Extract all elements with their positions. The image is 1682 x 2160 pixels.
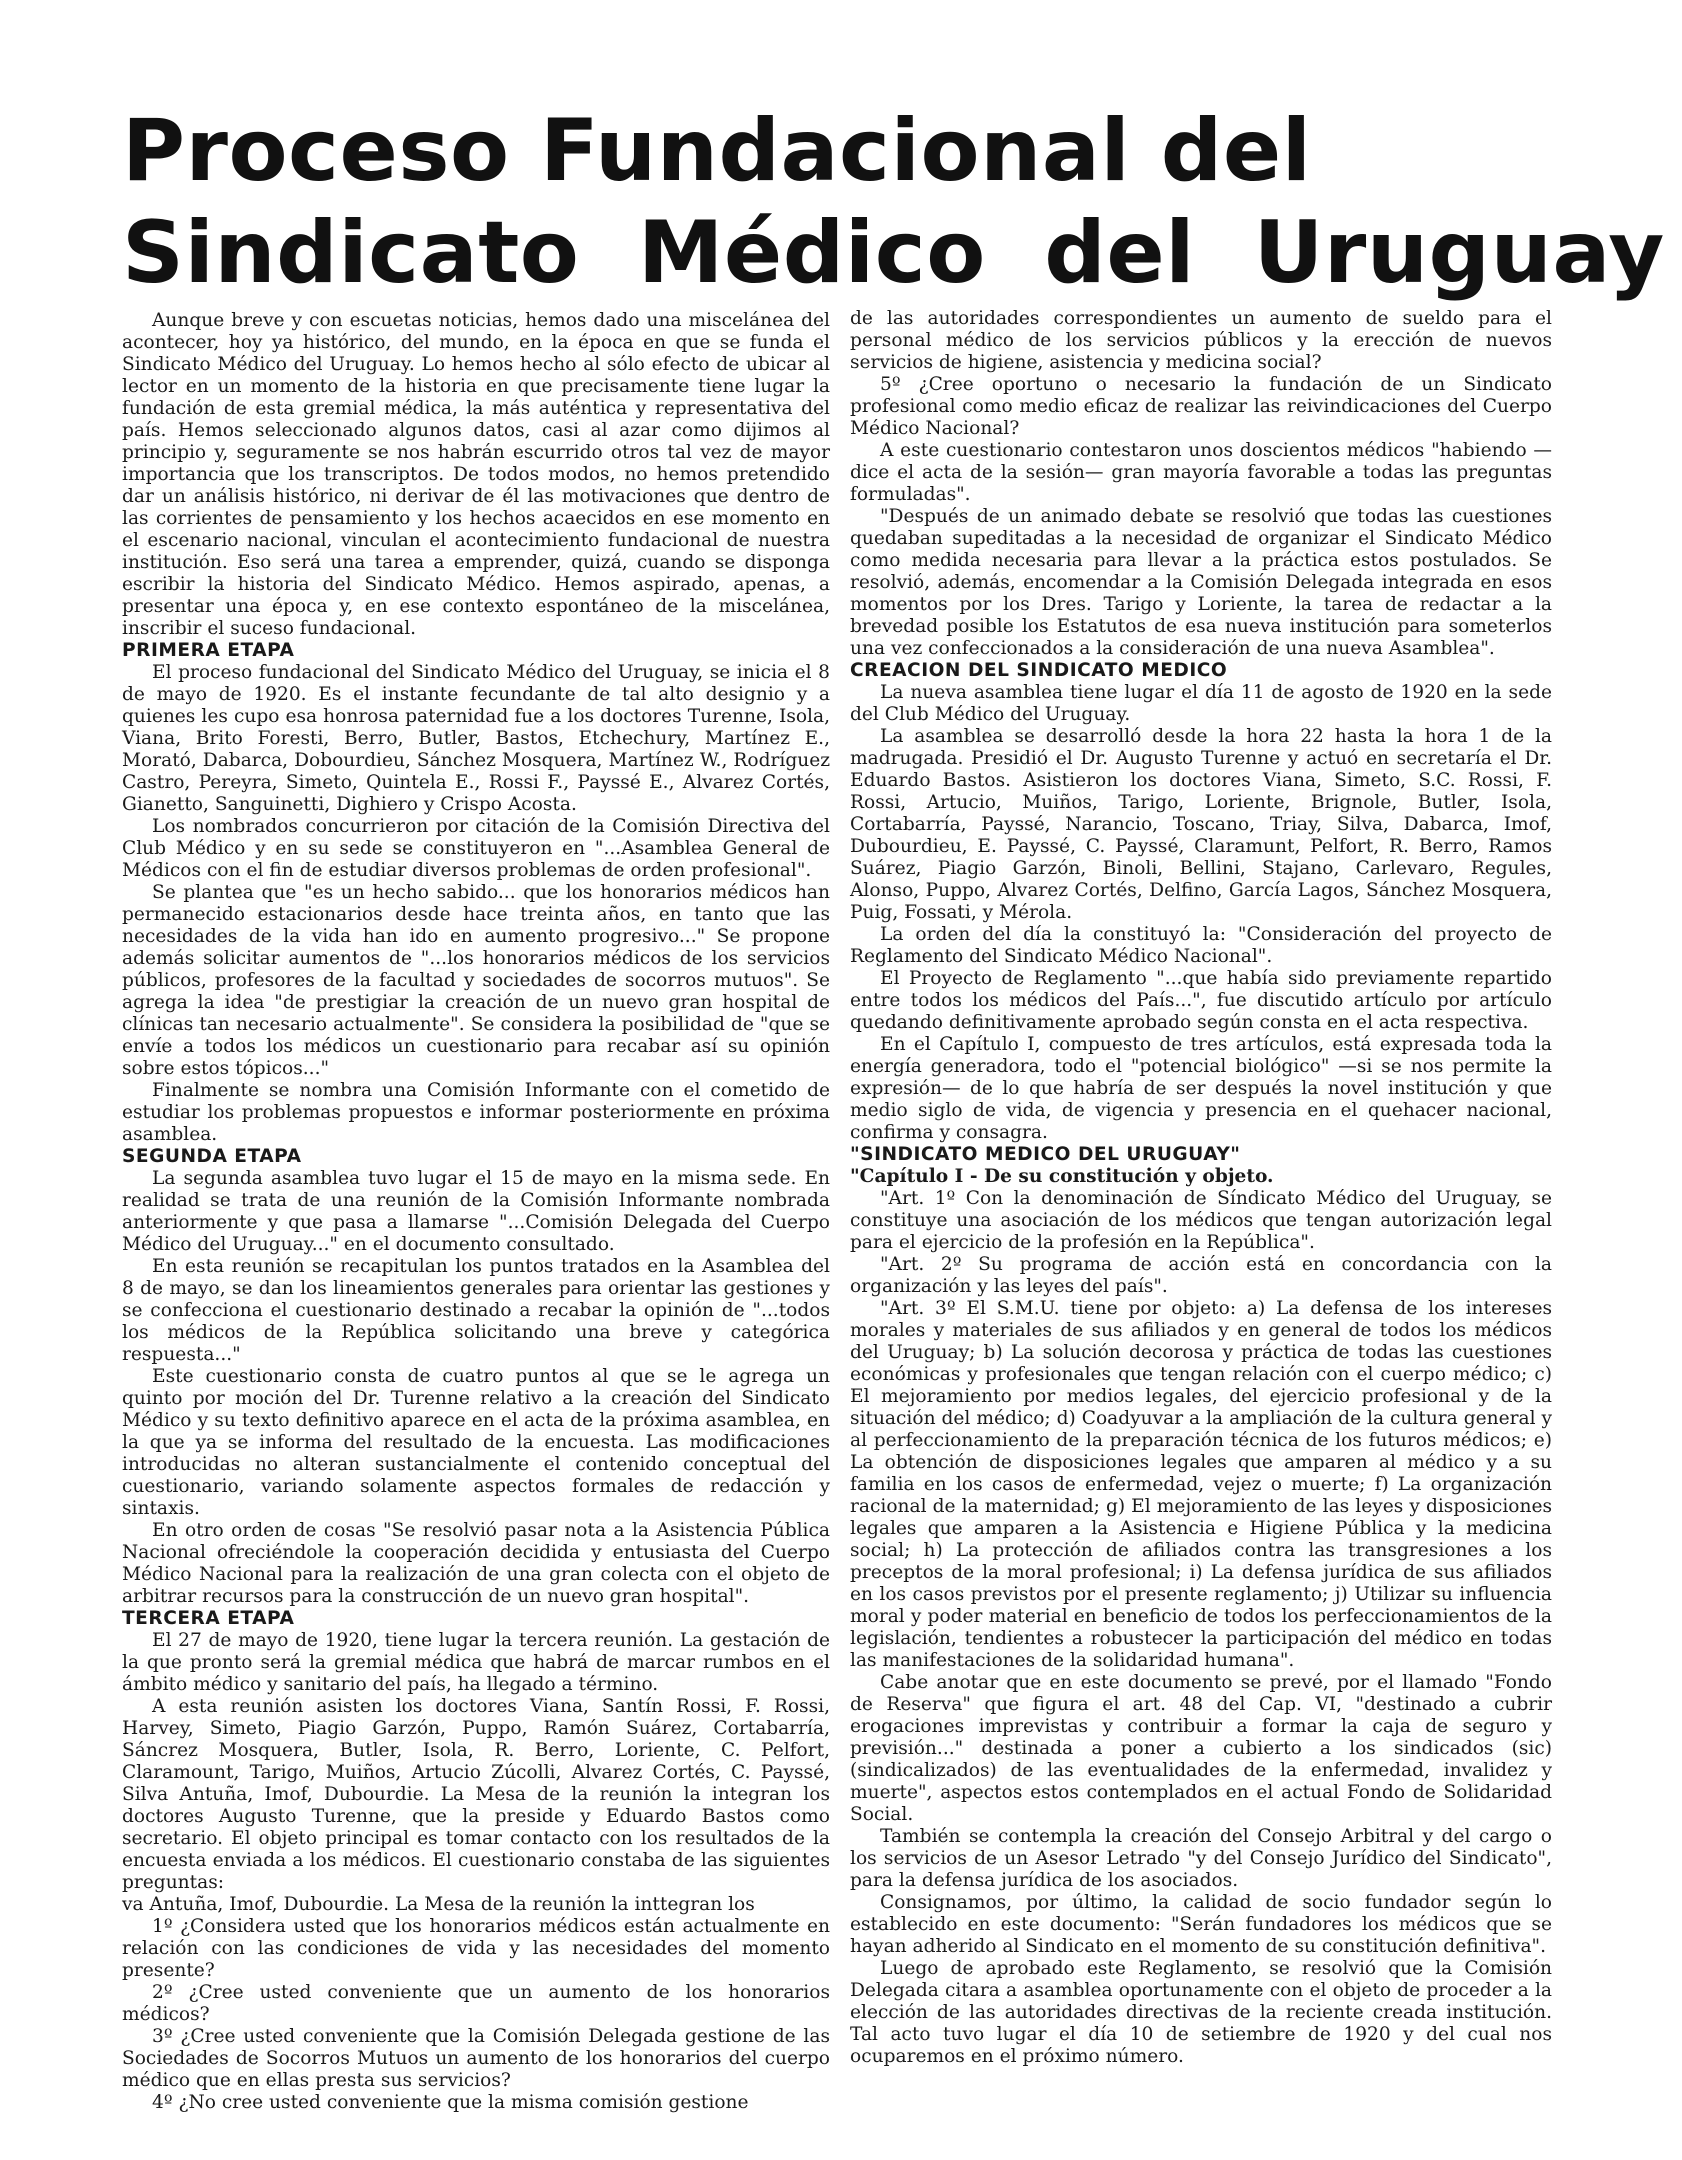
paragraph: El Proyecto de Reglamento "...que había sido previamente repartido entre todos los médicos del País...", fue discutido artículo por artículo quedando definitivamente aprobado según consta en el acta respectiva. (850, 968, 1552, 1033)
paragraph: Se plantea que "es un hecho sabido... que los honorarios médicos han permanecido estacionarios desde hace treinta años, en tanto que las necesidades de la vida han ido en aumento progresivo..." Se propone además solicitar aumentos de "...los honorarios médicos de los servicios públicos, profesores de la facultad y sociedades de socorros mutuos". Se agrega la idea "de prestigiar la creación de un nuevo gran hospital de clínicas tan necesario actualmente". Se considera la posibilidad de "que se envíe a todos los médicos un cuestionario para recabar así su opinión sobre estos tópicos..." (122, 882, 830, 1079)
paragraph: "Después de un animado debate se resolvió que todas las cuestiones quedaban supeditadas a la necesidad de organizar el Sindicato Médico como medida necesaria para llevar a la práctica estos postulados. Se resolvió, además, encomendar a la Comisión Delegada integrada en esos momentos por los Dres. Tarigo y Loriente, la tarea de redactar a la brevedad posible los Estatutos de esa nueva institución para someterlos una vez confeccionados a la consideración de una nueva Asamblea". (850, 506, 1552, 659)
right-column (850, 308, 1552, 2068)
question-item: 3º ¿Cree usted conveniente que la Comisión Delegada gestione de las Sociedades de Socorros Mutuos un aumento de los honorarios del cuerpo médico que en ellas presta sus servicios? (122, 2026, 830, 2091)
section-heading-smu: "SINDICATO MEDICO DEL URUGUAY" (850, 1144, 1241, 1165)
paragraph: El 27 de mayo de 1920, tiene lugar la tercera reunión. La gestación de la que pronto será la gremial médica que habrá de marcar rumbos en el ámbito médico y sanitario del país, ha llegado a término. (122, 1630, 830, 1695)
paragraph: Luego de aprobado este Reglamento, se resolvió que la Comisión Delegada citara a asamblea oportunamente con el objeto de proceder a la elección de las autoridades directivas de la reciente creada institución. Tal acto tuvo lugar el día 10 de setiembre de 1920 y del cual nos ocuparemos en el próximo número. (850, 1958, 1552, 2067)
title-line-2: Sindicato Médico del Uruguay (122, 203, 1665, 303)
article-title (122, 100, 1665, 304)
paragraph: El proceso fundacional del Sindicato Médico del Uruguay, se inicia el 8 de mayo de 1920. Es el instante fecundante de tal alto designio y a quienes les cupo esa honrosa paternidad fue a los doctores Turenne, Isola, Viana, Brito Foresti, Berro, Butler, Bastos, Etchechury, Martínez E., Morató, Dabarca, Dobourdieu, Sánchez Mosquera, Martínez W., Rodríguez Castro, Pereyra, Simeto, Quintela E., Rossi F., Payssé E., Alvarez Cortés, Gianetto, Sanguinetti, Dighiero y Crispo Acosta. (122, 662, 830, 815)
paragraph: La segunda asamblea tuvo lugar el 15 de mayo en la misma sede. En realidad se trata de una reunión de la Comisión Informante nombrada anteriormente y que pasa a llamarse "...Comisión Delegada del Cuerpo Médico del Uruguay..." en el documento consultado. (122, 1168, 830, 1255)
paragraph: Este cuestionario consta de cuatro puntos al que se le agrega un quinto por moción del Dr. Turenne relativo a la creación del Sindicato Médico y su texto definitivo aparece en el acta de la próxima asamblea, en la que ya se informa del resultado de la encuesta. Las modificaciones introducidas no alteran sustancialmente el contenido conceptual del cuestionario, variando solamente aspectos formales de redacción y sintaxis. (122, 1366, 830, 1519)
article-clause: "Art. 1º Con la denominación de Síndicato Médico del Uruguay, se constituye una asociación de los médicos que tengan autorización legal para el ejercicio de la profesión en la República". (850, 1188, 1552, 1253)
section-heading-segunda-etapa: SEGUNDA ETAPA (122, 1146, 302, 1167)
chapter-heading: "Capítulo I - De su constitución y objeto. (850, 1166, 1274, 1187)
section-heading-primera-etapa: PRIMERA ETAPA (122, 640, 295, 661)
section-heading-creacion: CREACION DEL SINDICATO MEDICO (850, 660, 1228, 681)
question-item: 4º ¿No cree usted conveniente que la misma comisión gestione (152, 2092, 749, 2113)
section-heading-tercera-etapa: TERCERA ETAPA (122, 1608, 295, 1629)
paragraph: A esta reunión asisten los doctores Viana, Santín Rossi, F. Rossi, Harvey, Simeto, Piagio Garzón, Puppo, Ramón Suárez, Cortabarría, Sáncrez Mosquera, Butler, Isola, R. Berro, Loriente, C. Pelfort, Claramount, Tarigo, Muiños, Artucio Zúcolli, Alvarez Cortés, C. Payssé, Silva Antuña, Imof, Dubourdie. La Mesa de la reunión la integran los doctores Augusto Turenne, que la preside y Eduardo Bastos como secretario. El objeto principal es tomar contacto con los resultados de la encuesta enviada a los médicos. El cuestionario constaba de las siguientes preguntas: (122, 1696, 830, 1893)
paragraph: va Antuña, Imof, Dubourdie. La Mesa de la reunión la inttegran los (122, 1894, 755, 1915)
question-item: 5º ¿Cree oportuno o necesario la fundación de un Sindicato profesional como medio eficaz de realizar las reivindicaciones del Cuerpo Médico Nacional? (850, 374, 1552, 439)
article-clause: "Art. 2º Su programa de acción está en concordancia con la organización y las leyes del país". (850, 1254, 1552, 1297)
paragraph: La nueva asamblea tiene lugar el día 11 de agosto de 1920 en la sede del Club Médico del Uruguay. (850, 682, 1552, 725)
question-item: 1º ¿Considera usted que los honorarios médicos están actualmente en relación con las condiciones de vida y las necesidades del momento presente? (122, 1916, 830, 1981)
paragraph: En esta reunión se recapitulan los puntos tratados en la Asamblea del 8 de mayo, se dan los lineamientos generales para orientar las gestiones y se confecciona el cuestionario destinado a recabar la opinión de "...todos los médicos de la República solicitando una breve y categórica respuesta..." (122, 1256, 830, 1365)
paragraph: A este cuestionario contestaron unos doscientos médicos "habiendo —dice el acta de la sesión— gran mayoría favorable a todas las preguntas formuladas". (850, 440, 1552, 505)
paragraph: Finalmente se nombra una Comisión Informante con el cometido de estudiar los problemas propuestos e informar posteriormente en próxima asamblea. (122, 1080, 830, 1145)
paragraph: Consignamos, por último, la calidad de socio fundador según lo establecido en este documento: "Serán fundadores los médicos que se hayan adherido al Sindicato en el momento de su constitución definitiva". (850, 1892, 1552, 1957)
intro-paragraph: Aunque breve y con escuetas noticias, hemos dado una miscelánea del acontecer, hoy ya histórico, del mundo, en la época en que se funda el Sindicato Médico del Uruguay. Lo hemos hecho al sólo efecto de ubicar al lector en un momento de la historia en que precisamente tiene lugar la fundación de esta gremial médica, la más auténtica y representativa del país. Hemos seleccionado algunos datos, casi al azar como dijimos al principio y, seguramente se nos habrán escurrido otros tal vez de mayor importancia que los transcriptos. De todos modos, no hemos pretendido dar un análisis histórico, ni derivar de él las motivaciones que dentro de las corrientes de pensamiento y los hechos acaecidos en ese momento en el escenario nacional, vinculan el acontecimiento fundacional de nuestra institución. Eso será una tarea a emprender, quizá, cuando se disponga escribir la historia del Sindicato Médico. Hemos aspirado, apenas, a presentar una época y, en ese contexto espontáneo de la miscelánea, inscribir el suceso fundacional. (122, 310, 830, 639)
paragraph: La orden del día la constituyó la: "Consideración del proyecto de Reglamento del Sindicato Médico Nacional". (850, 924, 1552, 967)
question-item: 2º ¿Cree usted conveniente que un aumento de los honorarios médicos? (122, 1982, 830, 2025)
paragraph: En el Capítulo I, compuesto de tres artículos, está expresada toda la energía generadora, todo el "potencial biológico" —si se nos permite la expresión— de lo que habría de ser después la novel institución y que medio siglo de vida, de vigencia y presencia en el quehacer nacional, confirma y consagra. (850, 1034, 1552, 1143)
article-clause: "Art. 3º El S.M.U. tiene por objeto: a) La defensa de los intereses morales y materiales de sus afiliados y en general de todos los médicos del Uruguay; b) La solución decorosa y práctica de todas las cuestiones económicas y profesionales que tengan relación con el cuerpo médico; c) El mejoramiento por medios legales, del ejercicio profesional y de la situación del médico; d) Coadyuvar a la ampliación de la cultura general y al perfeccionamiento de la preparación técnica de los futuros médicos; e) La obtención de disposiciones legales que amparen al médico y a su familia en los casos de enfermedad, vejez o muerte; f) La organización racional de la maternidad; g) El mejoramiento de las leyes y disposiciones legales que amparen a la Asistencia e Higiene Pública y la medicina social; h) La protección de afiliados contra las transgresiones a los preceptos de la moral profesional; i) La defensa jurídica de sus afiliados en los casos previstos por el presente reglamento; j) Utilizar su influencia moral y poder material en beneficio de todos los perfeccionamientos de la legislación, tendientes a robustecer la participación del médico en todas las manifestaciones de la solidaridad humana". (850, 1298, 1552, 1671)
paragraph: Cabe anotar que en este documento se prevé, por el llamado "Fondo de Reserva" que figura el art. 48 del Cap. VI, "destinado a cubrir erogaciones imprevistas y contribuir a formar la caja de seguro y previsión..." destinada a poner a cubierto a los sindicados (sic) (sindicalizados) de las eventualidades de la enfermedad, invalidez y muerte", aspectos estos contemplados en el actual Fondo de Solidaridad Social. (850, 1672, 1552, 1825)
left-column (122, 310, 830, 2114)
paragraph: También se contempla la creación del Consejo Arbitral y del cargo o los servicios de un Asesor Letrado "y del Consejo Jurídico del Sindicato", para la defensa jurídica de los asociados. (850, 1826, 1552, 1891)
paragraph: La asamblea se desarrolló desde la hora 22 hasta la hora 1 de la madrugada. Presidió el Dr. Augusto Turenne y actuó en secretaría el Dr. Eduardo Bastos. Asistieron los doctores Viana, Simeto, S.C. Rossi, F. Rossi, Artucio, Muiños, Tarigo, Loriente, Brignole, Butler, Isola, Cortabarría, Payssé, Narancio, Toscano, Triay, Silva, Dabarca, Imof, Dubourdieu, E. Payssé, C. Payssé, Claramunt, Pelfort, R. Berro, Ramos Suárez, Piagio Garzón, Binoli, Bellini, Stajano, Carlevaro, Regules, Alonso, Puppo, Alvarez Cortés, Delfino, García Lagos, Sánchez Mosquera, Puig, Fossati, y Mérola. (850, 726, 1552, 923)
paragraph: En otro orden de cosas "Se resolvió pasar nota a la Asistencia Pública Nacional ofreciéndole la cooperación decidida y entusiasta del Cuerpo Médico Nacional para la realización de una gran colecta con el objeto de arbitrar recursos para la construcción de un nuevo gran hospital". (122, 1520, 830, 1607)
title-line-1: Proceso Fundacional del (122, 101, 1312, 201)
paragraph: Los nombrados concurrieron por citación de la Comisión Directiva del Club Médico y en su sede se constituyeron en "...Asamblea General de Médicos con el fin de estudiar diversos problemas de orden profesional". (122, 816, 830, 881)
paragraph: de las autoridades correspondientes un aumento de sueldo para el personal médico de los servicios públicos y la erección de nuevos servicios de higiene, asistencia y medicina social? (850, 308, 1552, 373)
